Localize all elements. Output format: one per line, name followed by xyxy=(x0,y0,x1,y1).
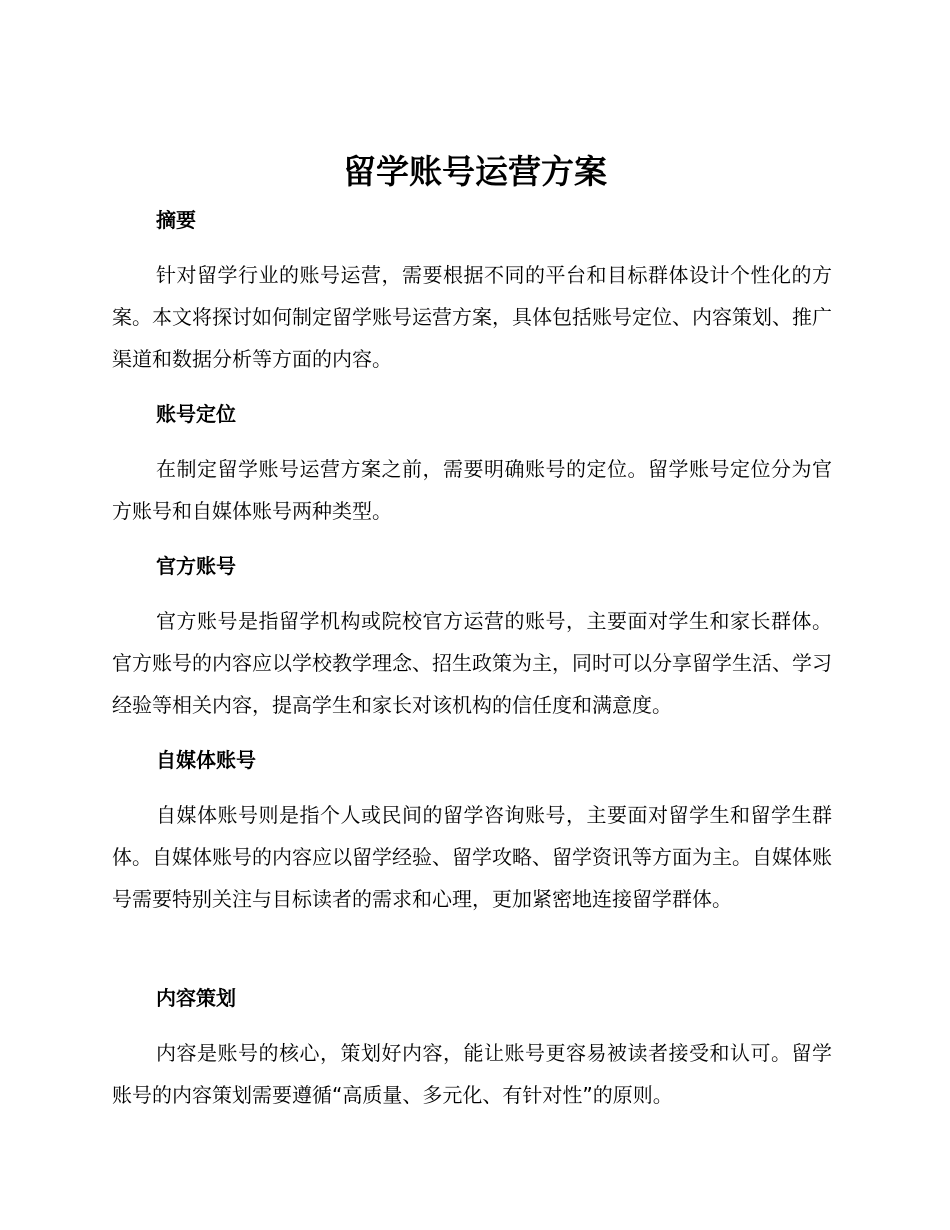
document-title: 留学账号运营方案 xyxy=(343,152,607,191)
section-paragraph-abstract: 针对留学行业的账号运营，需要根据不同的平台和目标群体设计个性化的方案。本文将探讨如何制定留学账号运营方案，具体包括账号定位、内容策划、推广渠道和数据分析等方面的内容。 xyxy=(112,263,832,371)
section-heading-abstract: 摘要 xyxy=(156,208,196,232)
section-paragraph-official-account: 官方账号是指留学机构或院校官方运营的账号，主要面对学生和家长群体。官方账号的内容应以学校教学理念、招生政策为主，同时可以分享留学生活、学习经验等相关内容，提高学生和家长对该机构的信任度和满意度。 xyxy=(112,609,832,717)
section-paragraph-account-positioning: 在制定留学账号运营方案之前，需要明确账号的定位。留学账号定位分为官方账号和自媒体账号两种类型。 xyxy=(112,457,832,523)
section-paragraph-self-media-account: 自媒体账号则是指个人或民间的留学咨询账号，主要面对留学生和留学生群体。自媒体账号的内容应以留学经验、留学攻略、留学资讯等方面为主。自媒体账号需要特别关注与目标读者的需求和心理，更加紧密地连接留学群体。 xyxy=(112,803,832,911)
section-heading-account-positioning: 账号定位 xyxy=(156,402,236,426)
section-heading-content-planning: 内容策划 xyxy=(156,986,236,1010)
section-heading-self-media-account: 自媒体账号 xyxy=(156,748,256,772)
section-paragraph-content-planning: 内容是账号的核心，策划好内容，能让账号更容易被读者接受和认可。留学账号的内容策划需要遵循“高质量、多元化、有针对性”的原则。 xyxy=(112,1041,832,1107)
section-heading-official-account: 官方账号 xyxy=(156,554,236,578)
